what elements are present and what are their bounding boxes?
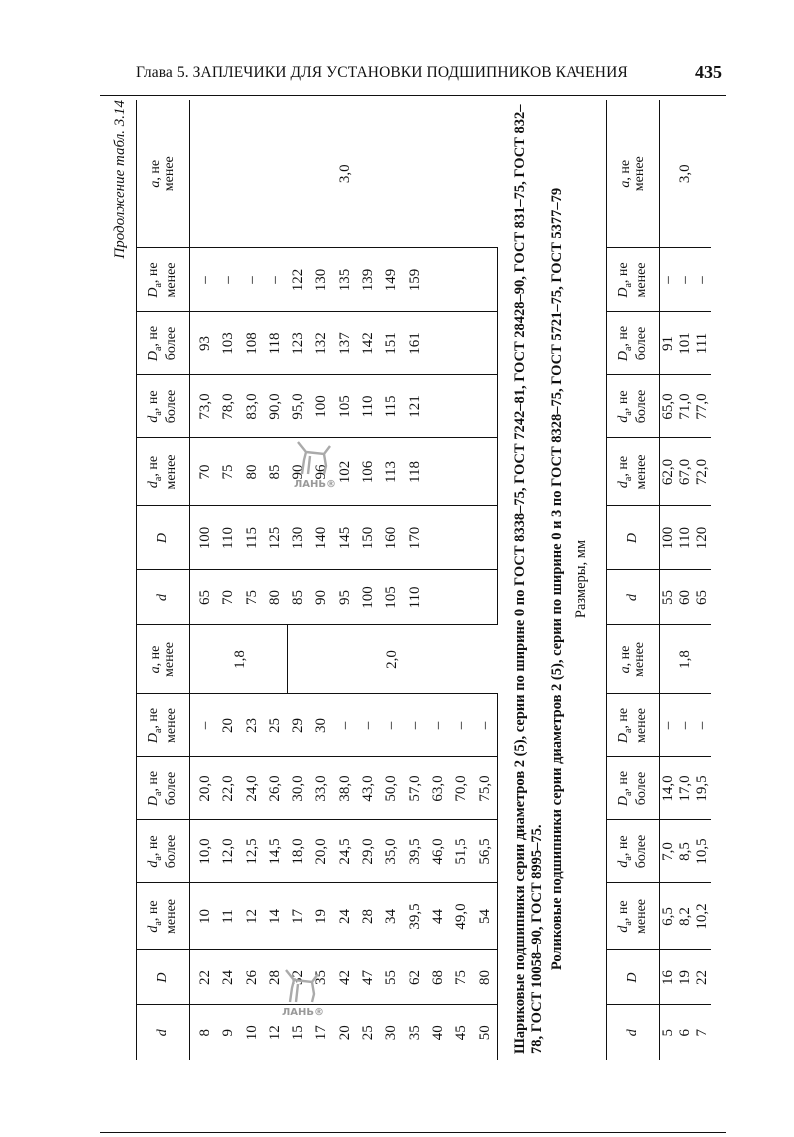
table-cell: 57,0 [404,757,427,820]
table-cell: 161 [404,312,427,375]
table-cell: 38,0 [334,757,357,820]
table-cell: 67,0 [677,438,694,506]
table-cell: 35 [406,1025,423,1041]
table-cell: 46,0 [427,820,450,883]
table-cell: 17 [287,883,310,950]
a-value-merged: 1,8 [660,625,712,694]
column-header-da_max: $d_a$, не более [607,820,660,883]
table-cell: 18,0 [287,820,310,883]
table-cell: 122 [287,248,310,312]
column-header-da_min: $d_a$, не менее [137,883,190,950]
table-cell: 11 [217,883,240,950]
table-cell: 68 [427,950,450,1005]
column-header-a_min: a, не менее [137,100,190,248]
publisher-watermark [282,968,324,1018]
table-cell: 75 [241,570,264,625]
table-cell: – [404,694,427,757]
table-cell: – [474,694,498,757]
table-cell: 8 [197,1029,213,1037]
watermark-registered: ® [314,1007,325,1018]
a-value-merged: 2,0 [287,625,497,694]
table-cell: 24,5 [334,820,357,883]
column-header-da_max: $d_a$, не более [137,820,190,883]
empty-cell [450,248,473,312]
table-cell: 10 [190,883,218,950]
table-cell: – [450,694,473,757]
table-cell: – [190,694,218,757]
deer-logo-icon [294,440,336,476]
table-cell: 47 [357,950,380,1005]
table-cell: 110 [357,375,380,438]
table-cell: 63,0 [427,757,450,820]
table-cell: 101 [677,312,694,375]
table-cell: 170 [404,506,427,570]
table-cell: 20,0 [310,820,333,883]
table-cell: 159 [404,248,427,312]
table-cell: 65 [694,570,711,625]
table-cell: 70,0 [450,757,473,820]
table-cell: 49,0 [450,883,473,950]
table-cell: 23 [241,694,264,757]
table-cell: 20 [336,1025,353,1041]
table-cell: 6 [677,1029,693,1037]
table-cell: 24 [334,883,357,950]
table-cell: 12,5 [241,820,264,883]
table-cell: 7 [694,1029,710,1037]
column-header-d: d [607,570,660,625]
table-cell: 25 [360,1025,377,1041]
table-cell: 105 [334,375,357,438]
table-cell: 118 [404,438,427,506]
empty-cell [450,312,473,375]
empty-cell [450,438,473,506]
roller-bearing-caption: Роликовые подшипники серии диаметров 2 (5), серии по ширине 0 и 3 по ГОСТ 8328–75, ГОСТ 5721–75, ГОСТ 5377–79 [549,187,565,971]
table-cell: – [677,248,694,312]
table-cell: 14,0 [660,757,678,820]
table-cell: – [334,694,357,757]
table-cell: 96 [310,438,333,506]
deer-logo-icon [282,968,324,1004]
table-cell: 24 [217,950,240,1005]
table-cell: 78,0 [217,375,240,438]
column-header-Da_min: $D_a$, не менее [607,248,660,312]
table-cell: 35 [310,950,333,1005]
table-cell: 45 [453,1025,470,1041]
table-cell: 51,5 [450,820,473,883]
empty-cell [450,375,473,438]
table-cell: 10,5 [694,820,711,883]
chapter-title: Глава 5. ЗАПЛЕЧИКИ ДЛЯ УСТАНОВКИ ПОДШИПНИКОВ КАЧЕНИЯ [136,64,628,81]
table-cell: 83,0 [241,375,264,438]
empty-cell [427,375,450,438]
table-cell: 60 [677,570,694,625]
table-cell: 62,0 [660,438,678,506]
table-cell: – [357,694,380,757]
table-cell: 19,5 [694,757,711,820]
publisher-watermark [294,440,336,490]
table-cell: 30,0 [287,757,310,820]
table-header-row [607,100,660,1060]
column-header-a_min: a, не менее [137,625,190,694]
column-header-d: d [607,1005,660,1060]
table-cell: 24,0 [241,757,264,820]
watermark-text: ЛАНЬ [294,479,327,490]
empty-cell [427,506,450,570]
table-cell: 71,0 [677,375,694,438]
table-cell: 70 [190,438,218,506]
table-cell: 6,5 [660,883,678,950]
table-cell: 9 [220,1029,237,1037]
table-cell: 26,0 [264,757,287,820]
table-cell: 43,0 [357,757,380,820]
table-cell: 17,0 [677,757,694,820]
column-header-a_min: a, не менее [607,625,660,694]
column-header-Da_min: $D_a$, не менее [137,694,190,757]
table-cell: 5 [660,1029,676,1037]
table-cell: 111 [694,312,711,375]
table-cell: 115 [380,375,403,438]
table-cell: 15 [290,1025,307,1041]
empty-cell [474,506,498,570]
bearing-table-2 [606,100,711,1060]
table-cell: 110 [677,506,694,570]
a-value-merged: 1,8 [190,625,288,694]
table-cell: 130 [310,248,333,312]
table-cell: 113 [380,438,403,506]
a-value-merged: 3,0 [660,100,712,248]
column-header-Da_max: $D_a$, не более [137,757,190,820]
table-cell: 90 [310,570,333,625]
table-cell: 135 [334,248,357,312]
table-cell: 54 [474,883,498,950]
table-cell: 30 [310,694,333,757]
table-cell: – [217,248,240,312]
table-cell: 75 [217,438,240,506]
table-cell: 30 [383,1025,400,1041]
table-cell: 20,0 [190,757,218,820]
column-header-Da_max: $D_a$, не более [137,312,190,375]
table-cell: 62 [404,950,427,1005]
table-cell: 125 [264,506,287,570]
column-header-D: D [607,950,660,1005]
table-cell: 91 [660,312,678,375]
table-cell: 90 [287,438,310,506]
table-cell: 80 [474,950,498,1005]
table-cell: 25 [264,694,287,757]
table-cell: 130 [287,506,310,570]
table-cell: 80 [264,570,287,625]
table-cell: 14 [264,883,287,950]
column-header-d: d [137,1005,190,1060]
table-cell: 70 [217,570,240,625]
table-cell: 39,5 [404,820,427,883]
table-cell: 56,5 [474,820,498,883]
table-cell: 35,0 [380,820,403,883]
empty-cell [450,506,473,570]
table-cell: 123 [287,312,310,375]
table-cell: 10,0 [190,820,218,883]
empty-cell [427,570,450,625]
table-cell: 85 [264,438,287,506]
table-cell: 106 [357,438,380,506]
page-number: 435 [695,62,722,82]
empty-cell [427,312,450,375]
table-cell: 14,5 [264,820,287,883]
empty-cell [474,375,498,438]
table-cell: 90,0 [264,375,287,438]
table-cell: 19 [310,883,333,950]
table-cell: 145 [334,506,357,570]
table-cell: 140 [310,506,333,570]
table-cell: – [380,694,403,757]
table-cell: 80 [241,438,264,506]
column-header-Da_max: $D_a$, не более [607,757,660,820]
empty-cell [474,248,498,312]
table-cell: – [660,248,678,312]
a-value-merged: 3,0 [190,100,498,248]
units-caption: Размеры, мм [573,539,589,619]
table-cell: 100 [660,506,678,570]
table-cell: 105 [380,570,403,625]
table-cell: 95,0 [287,375,310,438]
table-cell: 19 [677,950,694,1005]
table-cell: 29 [287,694,310,757]
table-cell: 100 [190,506,218,570]
column-header-D: D [137,506,190,570]
table-cell: 95 [334,570,357,625]
table-cell: 12,0 [217,820,240,883]
table-cell: – [241,248,264,312]
table-cell: 39,5 [404,883,427,950]
table-cell: 93 [190,312,218,375]
table-cell: 100 [310,375,333,438]
table-cell: 108 [241,312,264,375]
column-header-da_max: $d_a$, не более [137,375,190,438]
page-header [100,56,726,96]
table-cell: – [427,694,450,757]
table-cell: 22 [694,950,711,1005]
table-cell: 8,5 [677,820,694,883]
table-row [190,100,218,1060]
table-cell: – [694,248,711,312]
table-cell: 118 [264,312,287,375]
table-cell: 10,2 [694,883,711,950]
table-cell: – [190,248,218,312]
table-cell: 160 [380,506,403,570]
table-cell: 77,0 [694,375,711,438]
table-cell: 7,0 [660,820,678,883]
column-header-da_min: $d_a$, не менее [607,438,660,506]
column-header-da_min: $d_a$, не менее [137,438,190,506]
table-cell: 34 [380,883,403,950]
column-header-Da_min: $D_a$, не менее [607,694,660,757]
table-cell: 28 [264,950,287,1005]
table-cell: 72,0 [694,438,711,506]
table-header-row [137,100,190,1060]
empty-cell [474,570,498,625]
table-cell: 55 [380,950,403,1005]
table-cell: 10 [243,1025,260,1041]
table-cell: 73,0 [190,375,218,438]
table-cell: 151 [380,312,403,375]
table-cell: – [677,694,694,757]
header-rule [100,95,726,96]
empty-cell [474,438,498,506]
table-cell: 85 [287,570,310,625]
table-cell: 75 [450,950,473,1005]
table-cell: – [660,694,678,757]
table-cell: 33,0 [310,757,333,820]
empty-cell [427,248,450,312]
table-cell: 42 [334,950,357,1005]
table-cell: 16 [660,950,678,1005]
table-row [660,100,678,1060]
table-cell: 110 [217,506,240,570]
table-cell: 17 [313,1025,330,1041]
table-cell: 149 [380,248,403,312]
column-header-D: D [137,950,190,1005]
table-cell: 100 [357,570,380,625]
table-cell: 12 [241,883,264,950]
column-header-Da_max: $D_a$, не более [607,312,660,375]
column-header-d: d [137,570,190,625]
watermark-registered: ® [326,479,337,490]
table-cell: 132 [310,312,333,375]
ball-bearing-caption: Шариковые подшипники серии диаметров 2 (5), серии по ширине 0 по ГОСТ 8338–75, ГОСТ 7242–81, ГОСТ 28428–90, ГОСТ 831–75, ГОСТ 832–78, ГОСТ 10058–90, ГОСТ 8995–75. [512,104,545,1054]
continuation-label: Продолжение табл. 3.14 [112,100,128,259]
table-cell: 28 [357,883,380,950]
column-header-da_min: $d_a$, не менее [607,883,660,950]
table-cell: 29,0 [357,820,380,883]
table-cell: – [694,694,711,757]
table-cell: 22 [190,950,218,1005]
table-cell: 50 [474,1005,498,1060]
table-cell: 65 [190,570,218,625]
table-cell: 110 [404,570,427,625]
table-cell: 121 [404,375,427,438]
watermark-text: ЛАНЬ [282,1007,315,1018]
table-cell: 142 [357,312,380,375]
table-cell: 102 [334,438,357,506]
table-cell: 32 [287,950,310,1005]
table-cell: 139 [357,248,380,312]
bearing-table-1 [136,100,498,1060]
table-cell: 8,2 [677,883,694,950]
column-header-a_min: a, не менее [607,100,660,248]
table-cell: 65,0 [660,375,678,438]
table-cell: 150 [357,506,380,570]
rotated-content [100,100,726,1060]
table-cell: 50,0 [380,757,403,820]
empty-cell [474,312,498,375]
table-cell: 137 [334,312,357,375]
column-header-D: D [607,506,660,570]
table-cell: 120 [694,506,711,570]
table-cell: – [264,248,287,312]
table-cell: 12 [266,1025,283,1041]
empty-cell [450,570,473,625]
column-header-Da_min: $D_a$, не менее [137,248,190,312]
table-cell: 20 [217,694,240,757]
table-cell: 26 [241,950,264,1005]
table-cell: 115 [241,506,264,570]
table-cell: 40 [429,1025,446,1041]
table-cell: 103 [217,312,240,375]
column-header-da_max: $d_a$, не более [607,375,660,438]
footer-rule [100,1132,726,1133]
table-cell: 55 [660,570,678,625]
table-cell: 22,0 [217,757,240,820]
empty-cell [427,438,450,506]
table-cell: 75,0 [474,757,498,820]
table-cell: 44 [427,883,450,950]
